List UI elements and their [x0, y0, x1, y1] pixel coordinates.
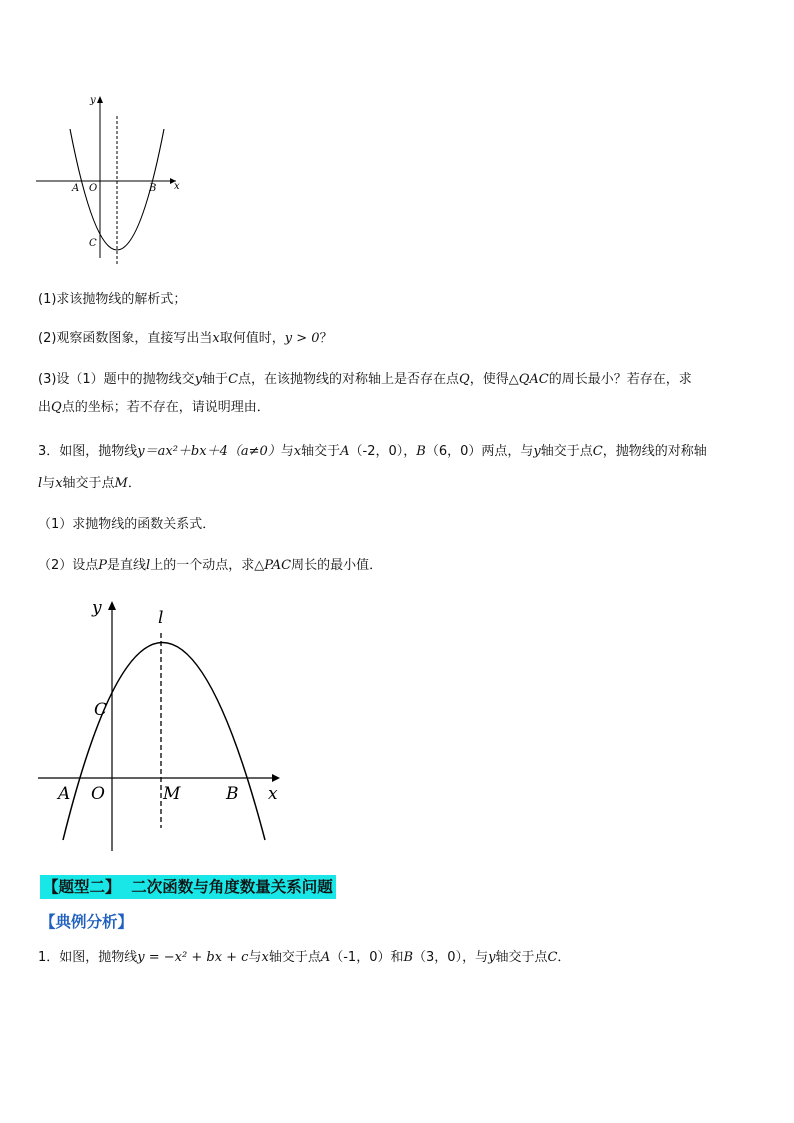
var-x: x [212, 331, 220, 346]
triangle-PAC: △PAC [254, 558, 292, 573]
q3-sub-2-text-c: 上的一个动点，求 [150, 558, 255, 573]
y-axis-arrow [97, 96, 103, 103]
q3-text-g: 轴交于点 [62, 476, 115, 491]
section-title [40, 875, 336, 899]
example-1-line [38, 948, 570, 968]
point-B: B [403, 950, 414, 965]
point-C: C [592, 444, 603, 459]
q3-text-f: 与 [42, 476, 56, 491]
part-3-text-e: 的周长最小？若存在，求 [548, 372, 692, 387]
q3-formula: y＝ax²＋bx＋4（a≠0） [137, 444, 281, 459]
subsection-title [40, 910, 133, 934]
label-O: O [91, 784, 105, 804]
question-part-1 [38, 290, 186, 310]
label-A: A [58, 784, 71, 804]
question-3-line-1 [38, 442, 707, 462]
point-P: P [98, 558, 108, 573]
q3-text-e: ，抛物线的对称轴 [602, 444, 707, 459]
label-y: y [92, 598, 102, 618]
point-B-coords: （3，0），与 [413, 950, 489, 965]
label-x: x [174, 181, 180, 192]
question-part-2 [38, 329, 333, 349]
label-B: B [149, 183, 157, 194]
var-y: y [533, 444, 541, 459]
part-3-text-g: 点的坐标；若不存在，请说明理由． [61, 400, 270, 415]
y-axis-arrow [108, 601, 116, 610]
question-3-sub-1 [38, 515, 215, 535]
point-Q: Q [459, 372, 470, 387]
q3-sub-2-text-a: （2）设点 [38, 558, 99, 573]
point-C: C [228, 372, 239, 387]
ex1-text-e: ． [557, 950, 571, 965]
x-axis-arrow [272, 774, 280, 782]
ex1-text-d: 轴交于点 [495, 950, 548, 965]
label-y: y [90, 95, 96, 106]
parabola-curve [63, 643, 265, 841]
part-2-text-a: (2)观察函数图象，直接写出当 [38, 331, 213, 346]
label-A: A [72, 183, 80, 194]
line-l: l [38, 476, 43, 491]
point-A: A [340, 444, 350, 459]
q3-sub-2-text-b: 是直线 [107, 558, 147, 573]
label-l: l [158, 608, 164, 628]
triangle-QAC: △QAC [508, 372, 549, 387]
point-M: M [114, 476, 128, 491]
part-3-text-b: 轴于 [202, 372, 229, 387]
label-x: x [268, 784, 278, 804]
point-A-coords: （-2，0）， [349, 444, 417, 459]
q3-sub-2-text-d: 周长的最小值． [291, 558, 383, 573]
label-C: C [89, 238, 97, 249]
part-3-text-f: 出 [38, 400, 52, 415]
q3-text-b: 与 [280, 444, 294, 459]
ex1-text-b: 与 [248, 950, 262, 965]
q3-text-a: 3．如图，抛物线 [38, 444, 138, 459]
figure-1-graph [30, 88, 190, 268]
point-Q: Q [51, 400, 62, 415]
part-2-text-b: 取何值时， [219, 331, 285, 346]
label-M: M [163, 784, 181, 804]
condition-y-positive: y > 0 [284, 331, 320, 346]
q3-sub-1-text: （1）求抛物线的函数关系式． [38, 517, 216, 532]
question-part-3-line-1 [38, 370, 692, 390]
q3-text-c: 轴交于 [301, 444, 341, 459]
subsection-title-text: 【典例分析】 [40, 913, 134, 931]
var-x: x [55, 476, 63, 491]
label-O: O [89, 183, 98, 194]
var-x: x [293, 444, 302, 459]
ex1-text-a: 1．如图，抛物线 [38, 950, 138, 965]
point-A: A [320, 950, 331, 965]
point-B-coords: （6，0）两点，与 [425, 444, 534, 459]
part-3-text-a: (3)设（1）题中的抛物线交 [38, 372, 195, 387]
point-A-coords: （-1，0）和 [330, 950, 404, 965]
section-title-text: 【题型二】 二次函数与角度数量关系问题 [43, 878, 333, 896]
ex1-formula: y = −x² + bx + c [137, 950, 249, 965]
question-3-line-2 [38, 474, 141, 494]
q3-text-h: ． [127, 476, 141, 491]
line-l: l [146, 558, 151, 573]
question-3-sub-2 [38, 556, 382, 576]
question-part-3-line-2 [38, 398, 270, 418]
var-y: y [194, 372, 203, 387]
var-x: x [261, 950, 269, 965]
q3-text-d: 轴交于点 [540, 444, 593, 459]
point-B: B [416, 444, 426, 459]
part-3-text-c: 点，在该抛物线的对称轴上是否存在点 [238, 372, 460, 387]
label-C: C [94, 700, 108, 720]
ex1-text-c: 轴交于点 [268, 950, 321, 965]
figure-2-graph [30, 595, 290, 855]
label-B: B [226, 784, 239, 804]
part-1-text: (1)求该抛物线的解析式； [38, 292, 187, 307]
point-C: C [547, 950, 558, 965]
part-2-text-c: ？ [319, 331, 333, 346]
part-3-text-d: ，使得 [469, 372, 509, 387]
var-y: y [488, 950, 496, 965]
